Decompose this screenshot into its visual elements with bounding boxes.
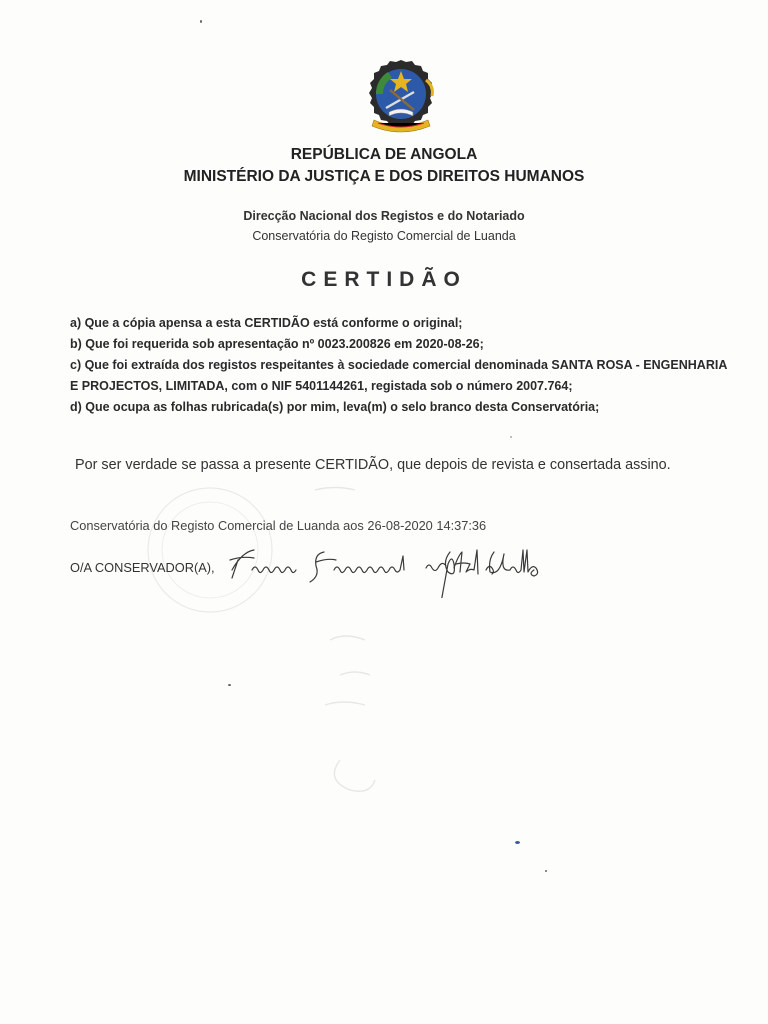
registry-subheading: Conservatória do Registo Comercial de Luanda bbox=[252, 229, 516, 243]
handwritten-signature-icon bbox=[224, 540, 584, 598]
scan-speck bbox=[228, 684, 231, 686]
scan-speck bbox=[200, 20, 202, 23]
signatory-label: O/A CONSERVADOR(A), bbox=[70, 560, 215, 575]
clause-item: c) Que foi extraída dos registos respeitantes à sociedade comercial denominada SANTA ROSA - ENGENHARIA E PROJECTOS, LIMITADA, com o NIF 5401144261, registada sob o número 2007.764; bbox=[70, 358, 727, 393]
attestation-statement: Por ser verdade se passa a presente CERTIDÃO, que depois de revista e consertada assino. bbox=[75, 457, 671, 473]
scan-speck bbox=[515, 841, 520, 844]
country-heading: REPÚBLICA DE ANGOLA bbox=[290, 146, 478, 163]
scan-speck bbox=[510, 436, 512, 438]
ghost-stamp-mark bbox=[140, 460, 470, 820]
angola-coat-of-arms-icon bbox=[356, 56, 446, 140]
ministry-heading: MINISTÉRIO DA JUSTIÇA E DOS DIREITOS HUMANOS bbox=[183, 168, 585, 185]
document-title: CERTIDÃO bbox=[301, 268, 467, 291]
clauses-list bbox=[70, 313, 730, 418]
place-and-date: Conservatória do Registo Comercial de Luanda aos 26-08-2020 14:37:36 bbox=[70, 518, 487, 533]
clause-item: a) Que a cópia apensa a esta CERTIDÃO está conforme o original; bbox=[70, 316, 463, 330]
direction-heading: Direcção Nacional dos Registos e do Notariado bbox=[243, 209, 525, 223]
scan-speck bbox=[545, 870, 547, 872]
clause-item: d) Que ocupa as folhas rubricada(s) por mim, leva(m) o selo branco desta Conservatória; bbox=[70, 400, 600, 414]
clause-item: b) Que foi requerida sob apresentação nº 0023.200826 em 2020-08-26; bbox=[70, 337, 484, 351]
